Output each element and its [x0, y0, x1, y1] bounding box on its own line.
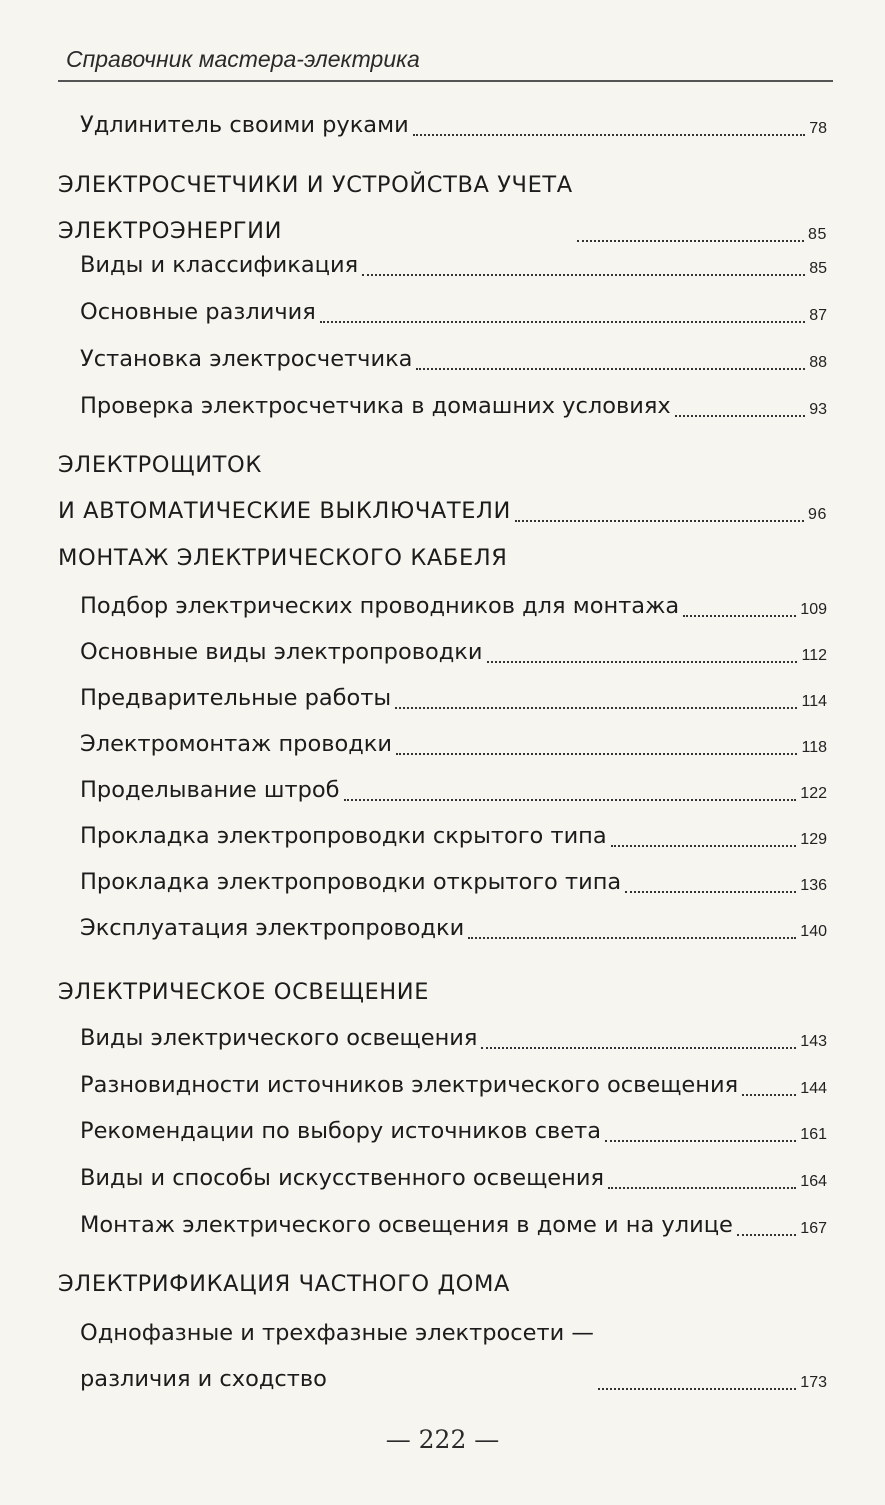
- dot-leader: [737, 1234, 796, 1236]
- dot-leader: [675, 415, 805, 417]
- toc-entry-page: 114: [801, 693, 827, 710]
- toc-entry: [80, 859, 827, 905]
- toc-entry-page: 144: [800, 1080, 827, 1097]
- toc-entry-title: Разновидности источников электрического освещения: [80, 1072, 739, 1098]
- toc-entry-title: Монтаж электрического освещения в доме и на улице: [80, 1212, 733, 1238]
- toc-entry-page: 173: [800, 1374, 827, 1391]
- dot-leader: [413, 134, 806, 136]
- toc-entry: [80, 102, 827, 148]
- toc-section-entry: [58, 442, 827, 534]
- section-heading: МОНТАЖ ЭЛЕКТРИЧЕСКОГО КАБЕЛЯ: [58, 545, 508, 571]
- dot-leader: [683, 615, 796, 617]
- toc-entry-title: Виды и классификация: [80, 252, 359, 278]
- toc-entry: [80, 1108, 827, 1154]
- toc-entry-title: Прокладка электропроводки открытого типа: [80, 869, 622, 895]
- toc-section-entry: [58, 162, 827, 254]
- toc-entry-page: 140: [800, 923, 827, 940]
- toc-entry-page: 96: [808, 506, 827, 523]
- toc-entry-page: 167: [800, 1220, 827, 1237]
- toc-entry-title: Основные виды электропроводки: [80, 639, 483, 665]
- toc-entry-page: 136: [800, 877, 827, 894]
- toc-entry-title: Установка электросчетчика: [80, 346, 413, 372]
- toc-entry-title: Виды электрического освещения: [80, 1025, 478, 1051]
- toc-entry-title: Эксплуатация электропроводки: [80, 915, 465, 941]
- dot-leader: [396, 753, 797, 755]
- toc-entry: [80, 583, 827, 629]
- section-heading: ЭЛЕКТРИФИКАЦИЯ ЧАСТНОГО ДОМА: [58, 1271, 510, 1297]
- toc-entry-page: 88: [809, 354, 827, 371]
- toc-entry-page: 109: [800, 601, 827, 618]
- dot-leader: [487, 661, 798, 663]
- toc-entry-page: 129: [800, 831, 827, 848]
- toc-entry-title: Предварительные работы: [80, 685, 392, 711]
- toc-entry-page: 112: [801, 647, 827, 664]
- page-number: — 222 —: [385, 1425, 500, 1454]
- toc-entry-page: 78: [809, 120, 827, 137]
- toc-entry-title: ЭЛЕКТРОЩИТОК И АВТОМАТИЧЕСКИЕ ВЫКЛЮЧАТЕЛИ: [58, 452, 511, 524]
- toc-entry: [80, 629, 827, 675]
- toc-entry-page: 161: [800, 1126, 827, 1143]
- toc-entry-page: 87: [809, 307, 827, 324]
- toc-entry-title: Основные различия: [80, 299, 316, 325]
- toc-entry: [80, 1015, 827, 1061]
- toc-entry: [80, 1062, 827, 1108]
- toc-entry-page: 122: [800, 785, 827, 802]
- toc-entry: [80, 721, 827, 767]
- toc-entry-page: 118: [801, 739, 827, 756]
- dot-leader: [742, 1094, 796, 1096]
- toc-entry: [80, 675, 827, 721]
- toc-entry-page: 143: [800, 1033, 827, 1050]
- toc-entry-title: Рекомендации по выбору источников света: [80, 1118, 602, 1144]
- toc-entry: [80, 383, 827, 429]
- toc-entry-page: 164: [800, 1173, 827, 1190]
- header-rule: [58, 80, 833, 82]
- toc-entry-page: 85: [808, 226, 827, 243]
- toc-entry-title: Удлинитель своими руками: [80, 112, 409, 138]
- dot-leader: [320, 321, 805, 323]
- dot-leader: [362, 274, 805, 276]
- toc-entry: [80, 905, 827, 951]
- dot-leader: [608, 1187, 796, 1189]
- toc-entry-title: Электромонтаж проводки: [80, 731, 393, 757]
- dot-leader: [605, 1140, 796, 1142]
- toc-entry: [80, 1202, 827, 1248]
- dot-leader: [468, 937, 796, 939]
- section-heading: ЭЛЕКТРИЧЕСКОЕ ОСВЕЩЕНИЕ: [58, 979, 430, 1005]
- toc-entry-title: Виды и способы искусственного освещения: [80, 1165, 605, 1191]
- toc-entry: [80, 336, 827, 382]
- toc-entry-title: Подбор электрических проводников для монтажа: [80, 593, 680, 619]
- toc-entry-title: Проверка электросчетчика в домашних условиях: [80, 393, 671, 419]
- dot-leader: [515, 520, 804, 522]
- dot-leader: [481, 1047, 796, 1049]
- dot-leader: [625, 891, 796, 893]
- dot-leader: [395, 707, 797, 709]
- dot-leader: [416, 368, 805, 370]
- toc-entry: [80, 767, 827, 813]
- toc-entry: [80, 813, 827, 859]
- toc-entry-title: Однофазные и трехфазные электросети — различия и сходство: [80, 1320, 594, 1392]
- toc-entry: [80, 1310, 827, 1402]
- toc-entry: [80, 1155, 827, 1201]
- dot-leader: [611, 845, 797, 847]
- running-head: Справочник мастера-электрика: [66, 46, 420, 72]
- toc-entry-title: Прокладка электропроводки скрытого типа: [80, 823, 607, 849]
- toc-entry-page: 85: [809, 260, 827, 277]
- toc-entry: [80, 289, 827, 335]
- dot-leader: [598, 1388, 796, 1390]
- dot-leader: [344, 799, 797, 801]
- toc-entry: [80, 242, 827, 288]
- toc-entry-title: ЭЛЕКТРОСЧЕТЧИКИ И УСТРОЙСТВА УЧЕТА ЭЛЕКТРОЭНЕРГИИ: [58, 172, 573, 244]
- toc-entry-page: 93: [809, 401, 827, 418]
- toc-entry-title: Проделывание штроб: [80, 777, 340, 803]
